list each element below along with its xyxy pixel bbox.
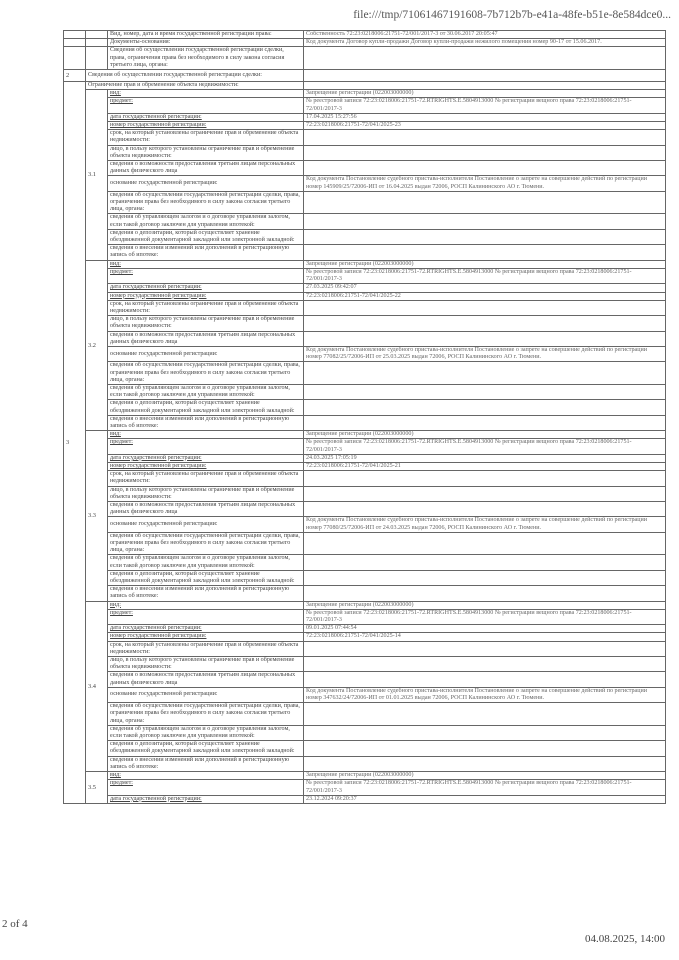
field-label: вид:	[108, 601, 304, 609]
field-label: лицо, в пользу которого установлены ограничение прав и обременение объекта недвижимости:	[108, 486, 304, 501]
section-label: Сведения об осуществлении государственной регистрации сделки:	[86, 70, 304, 82]
field-label: дата государственной регистрации:	[108, 795, 304, 803]
field-label: сведения о депозитарии, который осуществляет хранение обездвиженной документарной закладной или электронной закладной:	[108, 400, 304, 415]
field-label: сведения об управляющем залогом и о договоре управления залогом, если такой договор заключен для управления ипотекой:	[108, 214, 304, 229]
restriction-field-row	[64, 517, 666, 532]
field-value	[304, 316, 666, 331]
field-label: номер государственной регистрации:	[108, 292, 304, 300]
field-value: Код документа Постановление судебного пристава-исполнителя Постановление о запрете на совершение действий по регистрации номер 77080/25/72006-ИП от 24.03.2025 выдан 72006, РОСП Калининского АО г. Тюмени.	[304, 517, 666, 532]
restriction-field-row	[64, 532, 666, 555]
field-value	[304, 703, 666, 726]
field-value	[304, 331, 666, 346]
field-label: основание государственной регистрации:	[108, 346, 304, 361]
restriction-field-row	[64, 191, 666, 214]
restriction-field-row	[64, 122, 666, 130]
restriction-field-row	[64, 400, 666, 415]
restriction-field-row	[64, 214, 666, 229]
field-value	[304, 214, 666, 229]
restriction-field-row	[64, 331, 666, 346]
row-label: Вид, номер, дата и время государственной регистрации права:	[108, 31, 304, 39]
field-value	[304, 641, 666, 656]
field-label: предмет:	[108, 439, 304, 454]
field-value	[304, 501, 666, 516]
section-3-row	[64, 82, 666, 90]
field-label: лицо, в пользу которого установлены ограничение прав и обременение объекта недвижимости:	[108, 316, 304, 331]
restriction-field-row	[64, 586, 666, 601]
field-value	[304, 756, 666, 771]
restriction-field-row	[64, 795, 666, 803]
restriction-field-row	[64, 462, 666, 470]
restriction-field-row	[64, 780, 666, 795]
restriction-field-row	[64, 601, 666, 609]
field-value: Запрещение регистрации (022003000000)	[304, 90, 666, 98]
restriction-field-row	[64, 703, 666, 726]
restriction-field-row	[64, 431, 666, 439]
field-value: Запрещение регистрации (022003000000)	[304, 772, 666, 780]
restriction-field-row	[64, 756, 666, 771]
restriction-field-row	[64, 268, 666, 283]
field-label: вид:	[108, 260, 304, 268]
field-label: срок, на который установлены ограничение прав и обременение объекта недвижимости:	[108, 130, 304, 145]
field-label: лицо, в пользу которого установлены ограничение прав и обременение объекта недвижимости:	[108, 657, 304, 672]
field-value: Код документа Постановление судебного пристава-исполнителя Постановление о запрете на совершение действий по регистрации номер 145909/25/72006-ИП от 16.04.2025 выдан 72006, РОСП Калининского АО г. Тюмени.	[304, 176, 666, 191]
field-label: номер государственной регистрации:	[108, 122, 304, 130]
entry-number: 3.4	[86, 601, 108, 771]
restriction-field-row	[64, 90, 666, 98]
field-label: дата государственной регистрации:	[108, 113, 304, 121]
field-label: сведения об осуществлении государственной регистрации сделки, права, ограничения права без необходимого в силу закона согласия третьего лица, органа:	[108, 703, 304, 726]
restriction-field-row	[64, 284, 666, 292]
restriction-field-row	[64, 98, 666, 113]
field-label: основание государственной регистрации:	[108, 176, 304, 191]
restriction-field-row	[64, 176, 666, 191]
restriction-field-row	[64, 570, 666, 585]
restriction-field-row	[64, 346, 666, 361]
field-label: срок, на который установлены ограничение прав и обременение объекта недвижимости:	[108, 641, 304, 656]
field-label: вид:	[108, 90, 304, 98]
field-label: срок, на который установлены ограничение прав и обременение объекта недвижимости:	[108, 300, 304, 315]
restriction-field-row	[64, 609, 666, 624]
field-value	[304, 415, 666, 430]
restriction-field-row	[64, 362, 666, 385]
field-label: предмет:	[108, 98, 304, 113]
field-label: вид:	[108, 772, 304, 780]
field-label: сведения об осуществлении государственной регистрации сделки, права, ограничения права без необходимого в силу закона согласия третьего лица, органа:	[108, 191, 304, 214]
field-label: сведения об управляющем залогом и о договоре управления залогом, если такой договор заключен для управления ипотекой:	[108, 555, 304, 570]
restriction-field-row	[64, 316, 666, 331]
page-indicator: 2 of 4	[2, 918, 28, 930]
table-row	[64, 31, 666, 39]
field-value	[304, 130, 666, 145]
field-label: сведения об управляющем залогом и о договоре управления залогом, если такой договор заключен для управления ипотекой:	[108, 725, 304, 740]
row-label: Сведения об осуществлении государственной регистрации сделки, права, ограничения права без необходимого в силу закона согласия третьего лица, органа:	[108, 47, 304, 70]
field-value: 23.12.2024 09:20:37	[304, 795, 666, 803]
restriction-field-row	[64, 672, 666, 687]
field-value	[304, 471, 666, 486]
field-value: 72:23:0218006:21751-72/041/2025-23	[304, 122, 666, 130]
section-number: 2	[64, 70, 86, 82]
field-value	[304, 362, 666, 385]
entry-number: 3.5	[86, 772, 108, 804]
field-value: 09.01.2025 07:44:54	[304, 625, 666, 633]
field-label: предмет:	[108, 780, 304, 795]
restriction-field-row	[64, 300, 666, 315]
field-label: сведения о депозитарии, который осуществляет хранение обездвиженной документарной закладной или электронной закладной:	[108, 229, 304, 244]
field-label: сведения об управляющем залогом и о договоре управления залогом, если такой договор заключен для управления ипотекой:	[108, 384, 304, 399]
restriction-field-row	[64, 741, 666, 756]
field-value	[304, 532, 666, 555]
restriction-field-row	[64, 486, 666, 501]
field-value	[304, 145, 666, 160]
restriction-field-row	[64, 384, 666, 399]
restriction-field-row	[64, 501, 666, 516]
field-label: срок, на который установлены ограничение прав и обременение объекта недвижимости:	[108, 471, 304, 486]
field-value: № реестровой записи 72:23:0218006:21751-72.RTRIGHTS.E.5804913000 № регистрации вещного права 72:23:0218006:21751-72/001/2017-3	[304, 780, 666, 795]
field-label: сведения о возможности предоставления третьим лицам персональных данных физического лица	[108, 672, 304, 687]
table-row	[64, 47, 666, 70]
restriction-field-row	[64, 625, 666, 633]
field-label: сведения о внесении изменений или дополнений в регистрационную запись об ипотеке:	[108, 586, 304, 601]
restriction-field-row	[64, 292, 666, 300]
field-value	[304, 555, 666, 570]
field-value	[304, 300, 666, 315]
field-label: сведения о возможности предоставления третьим лицам персональных данных физического лица	[108, 501, 304, 516]
field-value: 27.03.2025 09:42:07	[304, 284, 666, 292]
field-label: сведения о возможности предоставления третьим лицам персональных данных физического лица	[108, 161, 304, 176]
field-value: Запрещение регистрации (022003000000)	[304, 601, 666, 609]
field-value: 72:23:0218006:21751-72/041/2025-22	[304, 292, 666, 300]
field-value: Запрещение регистрации (022003000000)	[304, 260, 666, 268]
restriction-field-row	[64, 145, 666, 160]
field-label: дата государственной регистрации:	[108, 454, 304, 462]
restriction-field-row	[64, 657, 666, 672]
restriction-field-row	[64, 415, 666, 430]
field-label: номер государственной регистрации:	[108, 633, 304, 641]
field-label: сведения о депозитарии, который осуществляет хранение обездвиженной документарной закладной или электронной закладной:	[108, 741, 304, 756]
field-label: сведения о внесении изменений или дополнений в регистрационную запись об ипотеке:	[108, 415, 304, 430]
field-value: 24.03.2025 17:05:19	[304, 454, 666, 462]
restriction-field-row	[64, 113, 666, 121]
field-label: номер государственной регистрации:	[108, 462, 304, 470]
field-label: предмет:	[108, 609, 304, 624]
entry-number: 3.2	[86, 260, 108, 430]
field-value	[304, 586, 666, 601]
section-2-row	[64, 70, 666, 82]
field-value: Код документа Постановление судебного пристава-исполнителя Постановление о запрете на совершение действий по регистрации номер 77082/25/72006-ИП от 25.03.2025 выдан 72006, РОСП Калининского АО г. Тюмени.	[304, 346, 666, 361]
row-value: Собственность 72:23:0218006:21751-72/001/2017-3 от 30.06.2017 20:05:47	[304, 31, 666, 39]
field-value: Запрещение регистрации (022003000000)	[304, 431, 666, 439]
restriction-field-row	[64, 633, 666, 641]
field-label: вид:	[108, 431, 304, 439]
field-value	[304, 229, 666, 244]
field-value	[304, 384, 666, 399]
field-label: дата государственной регистрации:	[108, 284, 304, 292]
row-value: Код документа Договор купли-продажи Договор купли-продажи нежилого помещения номер 90-17 от 15.06.2017.	[304, 39, 666, 47]
restriction-field-row	[64, 687, 666, 702]
file-url: file:///tmp/71061467191608-7b712b7b-e41a-48fe-b51e-8e584dce0...	[353, 9, 671, 21]
print-datetime: 04.08.2025, 14:00	[584, 933, 665, 945]
field-label: сведения о внесении изменений или дополнений в регистрационную запись об ипотеке:	[108, 756, 304, 771]
field-value: № реестровой записи 72:23:0218006:21751-72.RTRIGHTS.E.5804913000 № регистрации вещного права 72:23:0218006:21751-72/001/2017-3	[304, 609, 666, 624]
table-row	[64, 39, 666, 47]
restriction-field-row	[64, 229, 666, 244]
field-label: сведения о внесении изменений или дополнений в регистрационную запись об ипотеке:	[108, 245, 304, 260]
field-value	[304, 657, 666, 672]
restriction-field-row	[64, 439, 666, 454]
field-value: 72:23:0218006:21751-72/041/2025-21	[304, 462, 666, 470]
field-value: № реестровой записи 72:23:0218006:21751-72.RTRIGHTS.E.5804913000 № регистрации вещного права 72:23:0218006:21751-72/001/2017-3	[304, 268, 666, 283]
field-label: основание государственной регистрации:	[108, 687, 304, 702]
field-label: сведения об осуществлении государственной регистрации сделки, права, ограничения права без необходимого в силу закона согласия третьего лица, органа:	[108, 362, 304, 385]
registry-table	[63, 30, 666, 804]
field-value: 72:23:0218006:21751-72/041/2025-14	[304, 633, 666, 641]
restriction-field-row	[64, 454, 666, 462]
field-value	[304, 400, 666, 415]
row-label: Документы-основания:	[108, 39, 304, 47]
field-value	[304, 245, 666, 260]
field-value	[304, 161, 666, 176]
field-value	[304, 191, 666, 214]
restriction-field-row	[64, 130, 666, 145]
entry-number: 3.1	[86, 90, 108, 260]
field-value	[304, 672, 666, 687]
restriction-field-row	[64, 772, 666, 780]
field-label: основание государственной регистрации:	[108, 517, 304, 532]
field-value	[304, 486, 666, 501]
field-value	[304, 570, 666, 585]
section-number: 3	[64, 82, 86, 804]
field-value: 17.04.2025 15:27:56	[304, 113, 666, 121]
field-label: сведения об осуществлении государственной регистрации сделки, права, ограничения права без необходимого в силу закона согласия третьего лица, органа:	[108, 532, 304, 555]
field-value: № реестровой записи 72:23:0218006:21751-72.RTRIGHTS.E.5804913000 № регистрации вещного права 72:23:0218006:21751-72/001/2017-3	[304, 439, 666, 454]
row-value	[304, 47, 666, 70]
field-value: Код документа Постановление судебного пристава-исполнителя Постановление о запрете на совершение действий по регистрации номер 347632/24/72006-ИП от 01.01.2025 выдан 72006, РОСП Калининского АО г. Тюмени.	[304, 687, 666, 702]
field-label: сведения о депозитарии, который осуществляет хранение обездвиженной документарной закладной или электронной закладной:	[108, 570, 304, 585]
field-label: сведения о возможности предоставления третьим лицам персональных данных физического лица	[108, 331, 304, 346]
restriction-field-row	[64, 471, 666, 486]
field-label: лицо, в пользу которого установлены ограничение прав и обременение объекта недвижимости:	[108, 145, 304, 160]
restriction-field-row	[64, 245, 666, 260]
field-value	[304, 741, 666, 756]
field-value: № реестровой записи 72:23:0218006:21751-72.RTRIGHTS.E.5804913000 № регистрации вещного права 72:23:0218006:21751-72/001/2017-3	[304, 98, 666, 113]
entry-number: 3.3	[86, 431, 108, 601]
restriction-field-row	[64, 725, 666, 740]
field-label: дата государственной регистрации:	[108, 625, 304, 633]
field-value	[304, 725, 666, 740]
restriction-field-row	[64, 641, 666, 656]
field-label: предмет:	[108, 268, 304, 283]
restriction-field-row	[64, 555, 666, 570]
restriction-field-row	[64, 260, 666, 268]
section-label: Ограничение прав и обременение объекта недвижимости:	[86, 82, 304, 90]
restriction-field-row	[64, 161, 666, 176]
